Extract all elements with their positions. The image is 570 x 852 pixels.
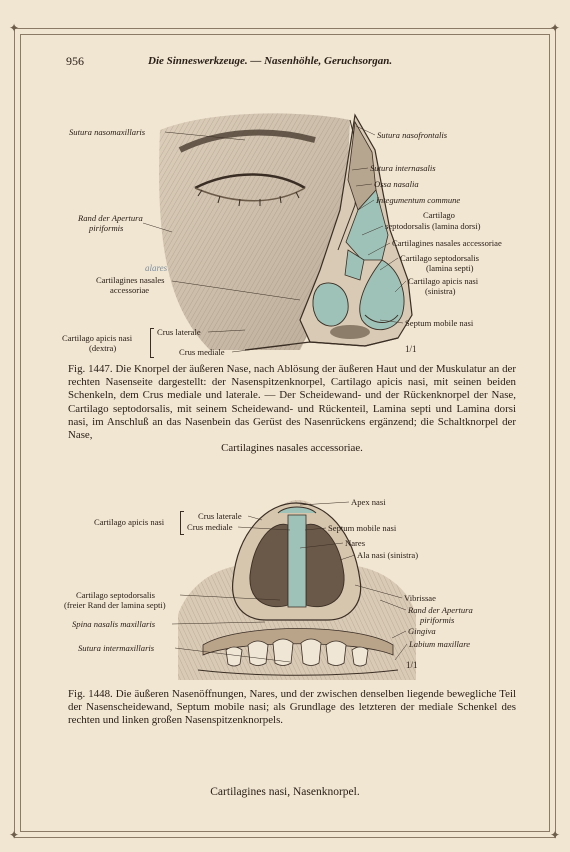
- figure-1448-caption-text: Fig. 1448. Die äußeren Nasenöffnungen, Nares, und der zwischen denselben liegende bewegliche Teil der Nasenscheidewand, Septum mobile nasi; als Grundlage des letzteren der mediale Schenkel des rechten und linken großen Nasenspitzenknorpels.: [68, 688, 516, 727]
- label-septodorsalis-2: Cartilago septodorsalis: [76, 590, 156, 600]
- label-septum-mobile: Septum mobile nasi: [405, 318, 474, 328]
- corner-ornament: ✦: [550, 21, 561, 35]
- label-integumentum: Integumentum commune: [376, 195, 461, 205]
- figure-1447-caption-text: Fig. 1447. Die Knorpel der äußeren Nase, nach Ablösung der äußeren Haut und der Muskulatur an der rechten Nasenseite dargestellt: der Nasenspitzenknorpel, Cartilago apicis nasi, mit seinen beiden Schenkeln, dem Crus mediale und laterale. — Der Scheidewand- und der Rückenknorpel der Nase, Cartilago septodorsalis, mit seinem Scheidewand- und Rückenteil, Lamina septi und Lamina dorsi nasi, im Anschluß an das Nasenbein das Gerüst des Nasenrückens ergänzend; die Schaltknorpel der Nase,: [68, 363, 516, 442]
- label-crus-laterale-2: Crus laterale: [198, 511, 242, 521]
- label-freier-rand: (freier Rand der lamina septi): [64, 600, 166, 610]
- figure-1448-caption: [68, 688, 516, 728]
- label-apex-nasi: Apex nasi: [351, 497, 386, 507]
- label-nares: Nares: [345, 538, 366, 548]
- label-labium-maxillare: Labium maxillare: [409, 639, 471, 649]
- label-crus-laterale: Crus laterale: [157, 327, 201, 337]
- label-accessoriae-left: Cartilagines nasales: [96, 275, 165, 285]
- label-septum-mobile-2: Septum mobile nasi: [328, 523, 397, 533]
- handwritten-note: alares: [145, 263, 168, 273]
- label-accessoriae-right: Cartilagines nasales accessoriae: [392, 238, 502, 248]
- label-piriformis: piriformis: [89, 223, 124, 233]
- figure-1447-caption-last-line: Cartilagines nasales accessoriae.: [221, 442, 363, 455]
- corner-ornament: ✦: [9, 828, 20, 842]
- label-sinistra: (sinistra): [425, 286, 456, 296]
- label-dextra: (dextra): [89, 343, 117, 353]
- label-vibrissae: Vibrissae: [404, 593, 436, 603]
- label-sutura-internasalis: Sutura internasalis: [370, 163, 436, 173]
- label-piriformis-2: piriformis: [420, 615, 455, 625]
- page-number: 956: [66, 54, 84, 68]
- corner-ornament: ✦: [9, 21, 20, 35]
- label-gingiva: Gingiva: [408, 626, 436, 636]
- label-sutura-nasomaxillaris: Sutura nasomaxillaris: [69, 127, 146, 137]
- scale-mark-2: 1/1: [406, 660, 418, 670]
- plate-title: Cartilagines nasi, Nasenknorpel.: [210, 786, 360, 798]
- label-apicis-dextra: Cartilago apicis nasi: [62, 333, 133, 343]
- label-apicis-nasi-2: Cartilago apicis nasi: [94, 517, 165, 527]
- label-lamina-septi: (lamina septi): [426, 263, 474, 273]
- running-title: Die Sinneswerkzeuge. — Nasenhöhle, Geruchsorgan.: [148, 55, 393, 67]
- label-crus-mediale-2: Crus mediale: [187, 522, 233, 532]
- label-accessoriae-left-2: accessoriae: [110, 285, 150, 295]
- label-sutura-nasofrontalis: Sutura nasofrontalis: [377, 130, 448, 140]
- label-rand-apertura: Rand der Apertura: [78, 213, 143, 223]
- scale-mark: 1/1: [405, 344, 417, 354]
- label-cartilago: Cartilago: [423, 210, 455, 220]
- label-septodorsalis-septi: Cartilago septodorsalis: [400, 253, 480, 263]
- corner-ornament: ✦: [550, 828, 561, 842]
- label-ala-nasi: Ala nasi (sinistra): [357, 550, 419, 560]
- label-apicis-sinistra: Cartilago apicis nasi: [408, 276, 479, 286]
- label-sutura-intermaxillaris: Sutura intermaxillaris: [78, 643, 155, 653]
- label-rand-apertura-2: Rand der Apertura: [408, 605, 473, 615]
- label-crus-mediale: Crus mediale: [179, 347, 225, 357]
- label-spina-nasalis: Spina nasalis maxillaris: [72, 619, 156, 629]
- label-ossa-nasalia: Ossa nasalia: [374, 179, 419, 189]
- label-septodorsalis-dorsi: septodorsalis (lamina dorsi): [385, 221, 481, 231]
